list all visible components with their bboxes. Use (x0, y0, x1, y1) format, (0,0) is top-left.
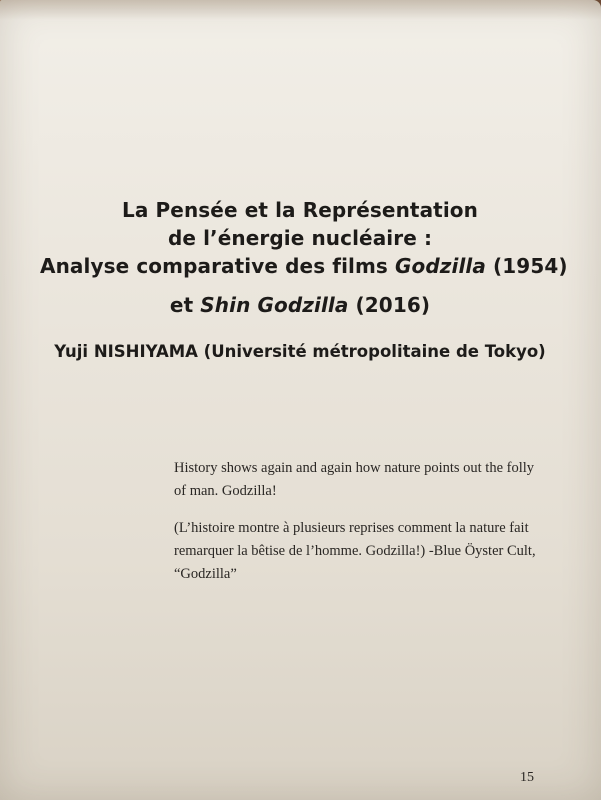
epigraph-english: History shows again and again how nature points out the folly of man. Godzilla! (174, 460, 535, 499)
title-line-3-prefix: Analyse comparative des films (40, 254, 395, 278)
title-line-4-suffix: (2016) (348, 293, 431, 317)
title-line-1: La Pensée et la Représentation (122, 198, 478, 222)
title-line-3 (40, 252, 568, 280)
epigraph (174, 457, 544, 600)
page-top-shadow (0, 0, 601, 20)
article-title (40, 196, 568, 319)
title-film-shin-godzilla: Shin Godzilla (200, 293, 349, 317)
epigraph-french: (L’histoire montre à plusieurs reprises comment la nature fait remarquer la bêtise de l’homme. Godzilla!) -Blue Öyster Cult, “Godzilla” (174, 520, 536, 582)
title-line-2: de l’énergie nucléaire : (167, 226, 433, 250)
page-number: 15 (520, 770, 534, 785)
author-line: Yuji NISHIYAMA (Université métropolitaine de Tokyo) (54, 342, 546, 361)
title-line-4-prefix: et (169, 293, 201, 317)
title-film-godzilla: Godzilla (395, 254, 486, 278)
title-line-4 (40, 291, 560, 319)
title-line-3-suffix: (1954) (485, 254, 568, 278)
